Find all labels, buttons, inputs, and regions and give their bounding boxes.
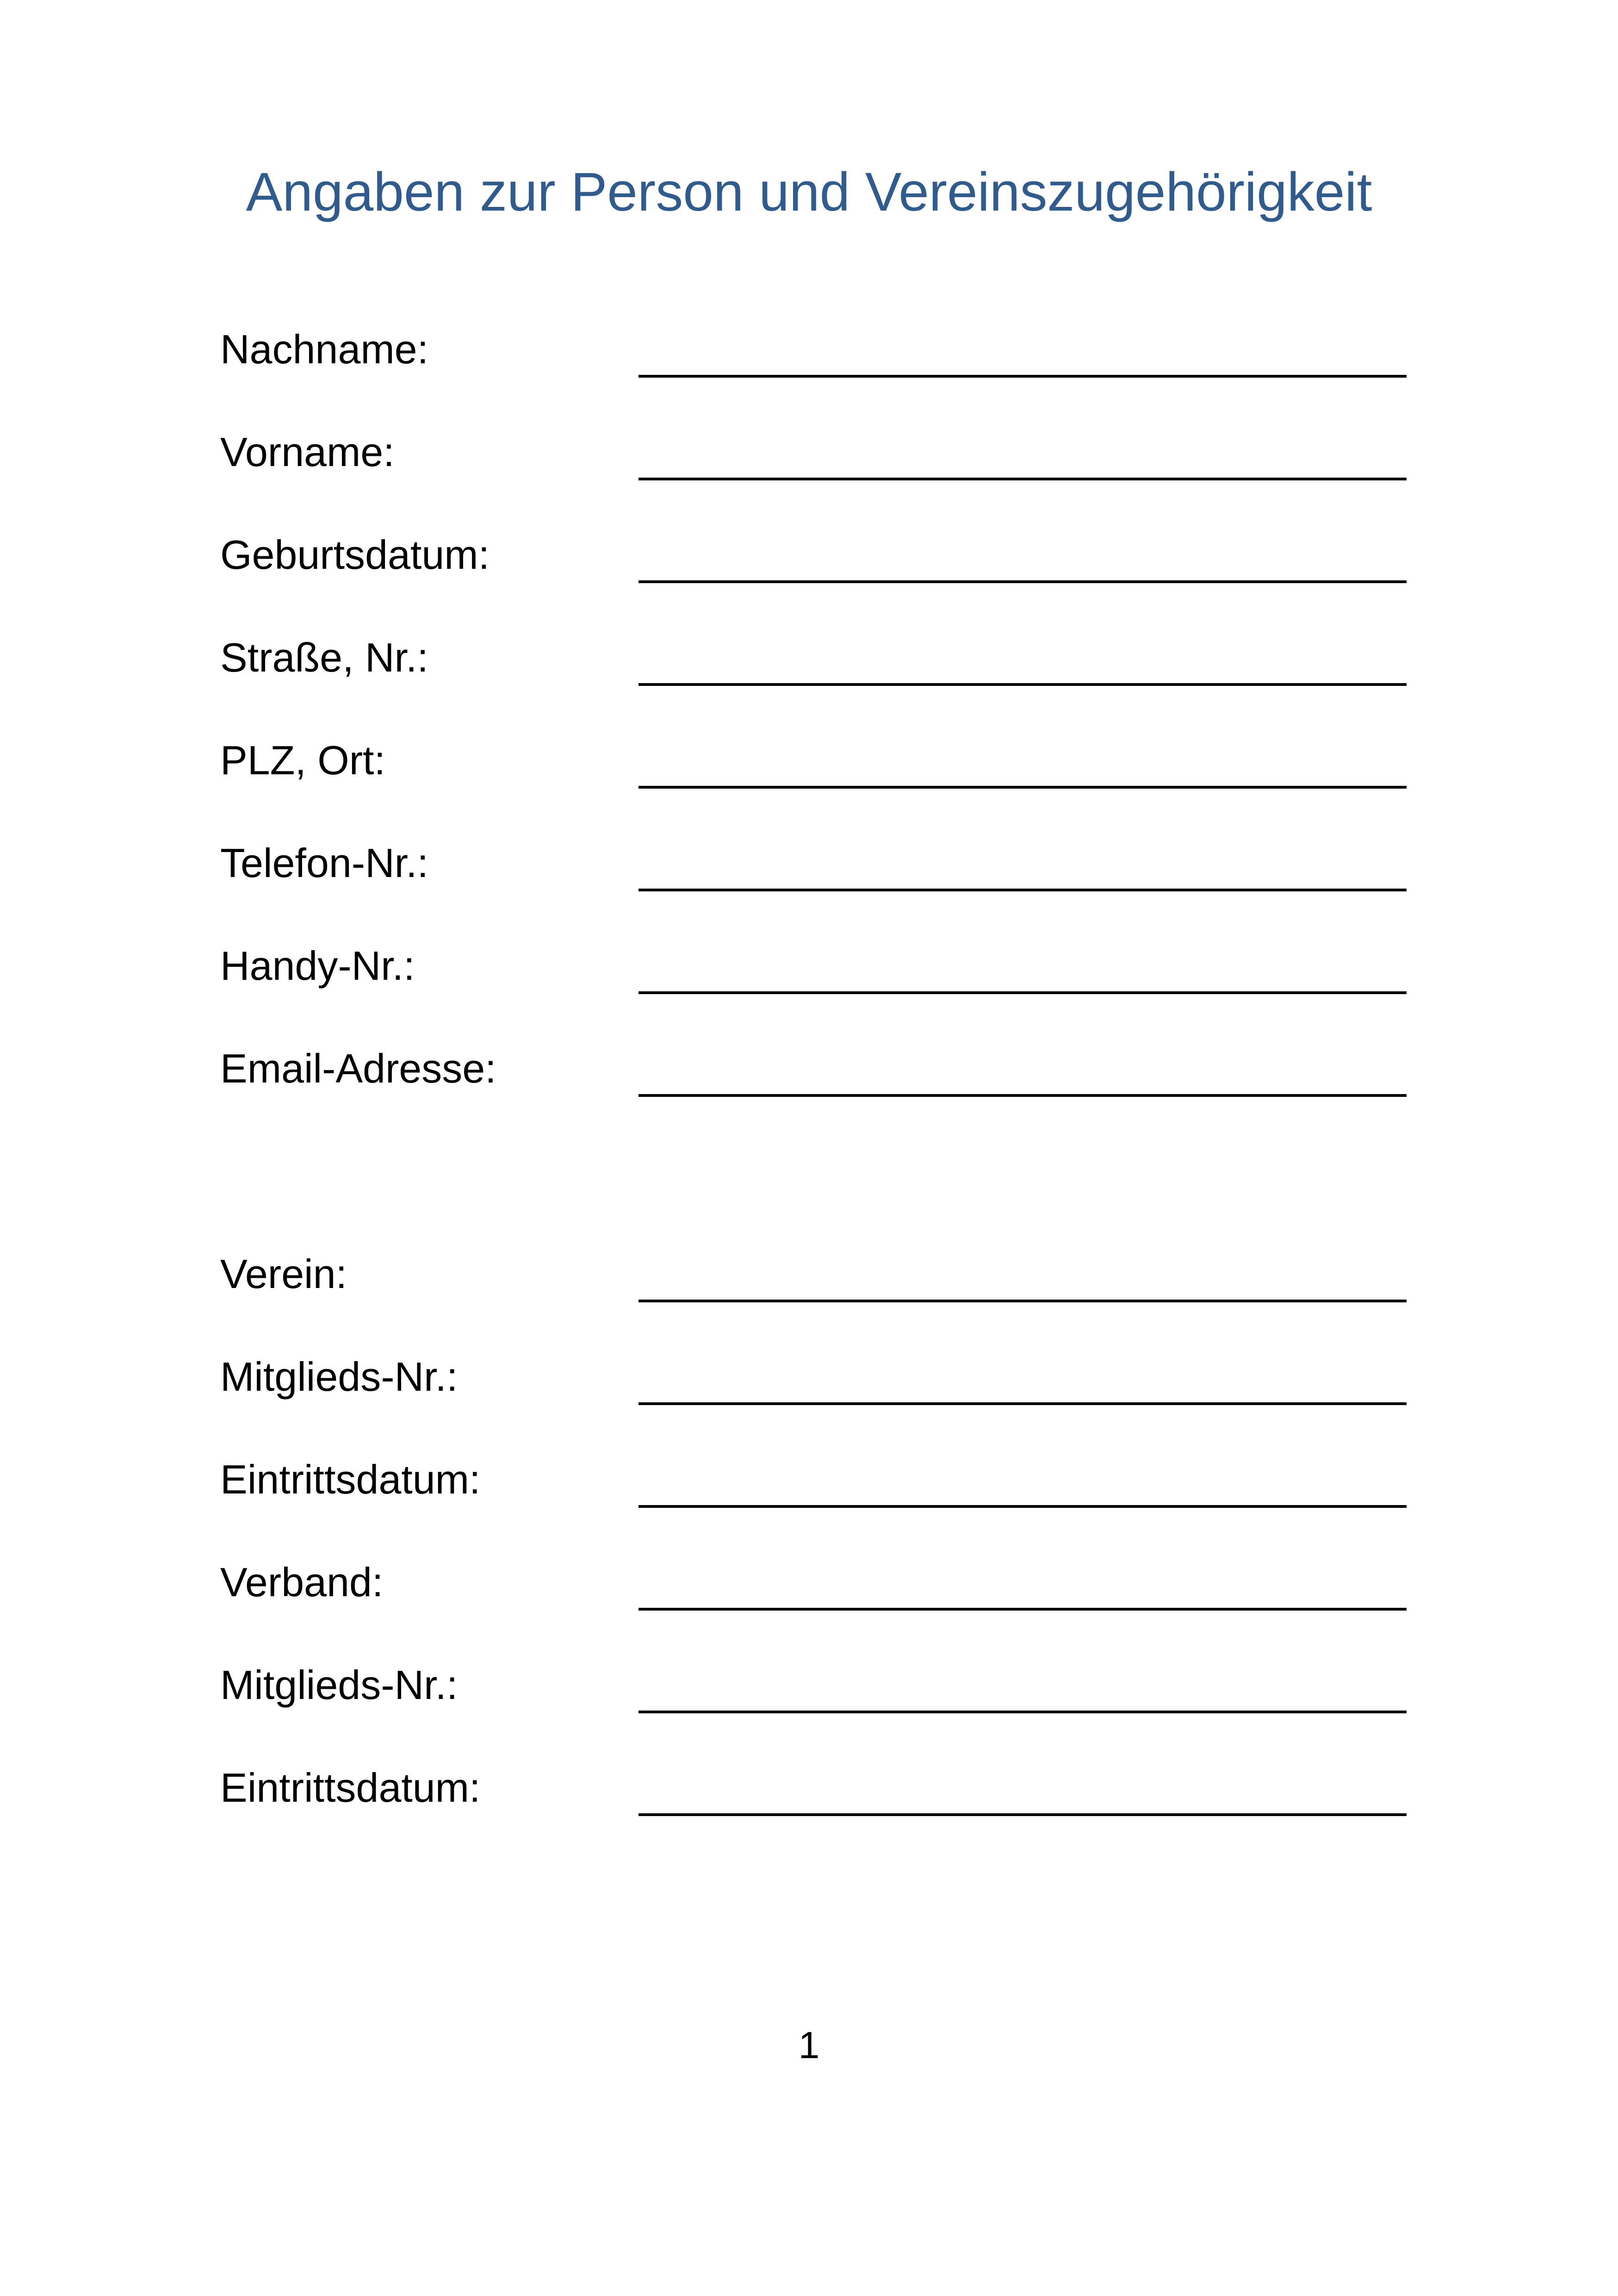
field-label: Verein: (220, 1251, 347, 1297)
field-label: Eintrittsdatum: (220, 1456, 481, 1502)
form-row-email (220, 1041, 1407, 1106)
blank-line (639, 1505, 1407, 1508)
field-label: Eintrittsdatum: (220, 1765, 481, 1811)
blank-line (639, 991, 1407, 994)
page-number: 1 (798, 2024, 820, 2066)
field-label: Vorname: (220, 429, 395, 475)
form-row-nachname (220, 322, 1407, 386)
form-row-vorname (220, 424, 1407, 489)
field-label: Mitglieds-Nr.: (220, 1354, 458, 1400)
form-row-plz-ort (220, 733, 1407, 797)
blank-line (639, 1608, 1407, 1611)
field-label: Verband: (220, 1559, 384, 1605)
field-label: Telefon-Nr.: (220, 840, 428, 886)
blank-line (639, 375, 1407, 378)
form-row-verein-mitglieds-nr (220, 1349, 1407, 1414)
form-row-telefon (220, 835, 1407, 900)
field-label: Nachname: (220, 326, 429, 372)
field-label: Handy-Nr.: (220, 943, 415, 989)
form-row-geburtsdatum (220, 527, 1407, 592)
field-label: Geburtsdatum: (220, 532, 490, 578)
blank-line (639, 683, 1407, 686)
form-row-strasse (220, 630, 1407, 695)
blank-line (639, 478, 1407, 480)
page-title: Angaben zur Person und Vereinszugehörigkeit (246, 162, 1372, 223)
blank-line (639, 786, 1407, 789)
form-row-verein-eintrittsdatum (220, 1452, 1407, 1517)
field-label: Straße, Nr.: (220, 635, 428, 680)
field-label: PLZ, Ort: (220, 737, 385, 783)
blank-line (639, 889, 1407, 891)
form-row-verein (220, 1246, 1407, 1311)
blank-line (639, 1711, 1407, 1713)
field-label: Email-Adresse: (220, 1045, 496, 1091)
blank-line (639, 580, 1407, 583)
blank-line (639, 1813, 1407, 1816)
blank-line (639, 1300, 1407, 1302)
field-label: Mitglieds-Nr.: (220, 1662, 458, 1708)
form-row-verband-mitglieds-nr (220, 1657, 1407, 1722)
form-row-verband-eintrittsdatum (220, 1760, 1407, 1825)
blank-line (639, 1402, 1407, 1405)
form-row-handy (220, 938, 1407, 1003)
blank-line (639, 1094, 1407, 1097)
form-row-verband (220, 1555, 1407, 1619)
